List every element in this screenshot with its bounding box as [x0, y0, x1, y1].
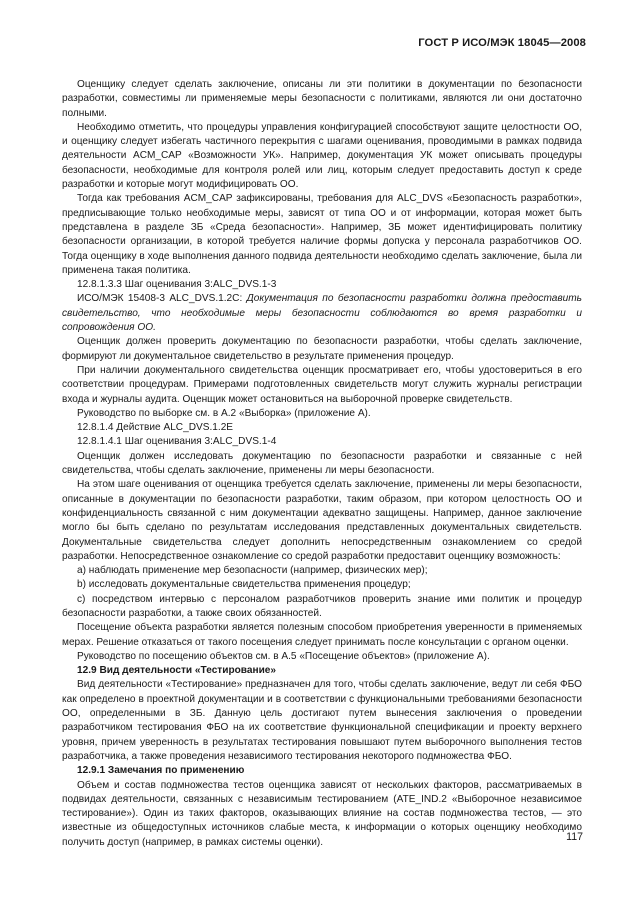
list-item: с) посредством интервью с персоналом разработчиков проверить знание ими политик и процедур безопасности разработки, а также своих обязанностей.	[62, 593, 582, 619]
paragraph: Объем и состав подмножества тестов оценщика зависят от нескольких факторов, рассматриваемых в подвидах деятельности, связанных с независимым тестированием (ATE_IND.2 «Выборочное независимое тестирование»). Один из таких факторов, оказывающих влияние на состав подмножества тестов, — это известные из общедоступных источников слабые места, к информации о которых оценщику необходимо получить доступ (например, в рамках системы оценки).	[62, 779, 582, 848]
subsection-heading: 12.8.1.4.1 Шаг оценивания 3:ALC_DVS.1-4	[77, 436, 277, 448]
page-number: 117	[566, 831, 583, 843]
requirement-text: Документация по безопасности разработки должна предоставить свидетельство, что необходимые меры безопасности соблюдаются во время разработки и сопровождения ОО.	[62, 293, 582, 334]
paragraph: Необходимо отметить, что процедуры управления конфигурацией способствуют защите целостности ОО, и оценщику следует избегать частичного перекрытия с шагами оценивания, проводимыми в рамках подвида деятельности ACM_CAP «Возможности УК». Например, документация УК может описывать процедуры безопасности, необходимые для контроля ролей или лиц, которым следует предоставить доступ к среде разработки и которые могут модифицировать ОО.	[62, 121, 582, 191]
section-heading: 12.9.1 Замечания по применению	[77, 765, 245, 777]
subsection-heading: 12.8.1.4 Действие ALC_DVS.1.2Е	[77, 422, 234, 434]
paragraph: Посещение объекта разработки является полезным способом приобретения уверенности в применяемых мерах. Решение отказаться от такого посещения следует принимать после консультации с органом оценки.	[62, 622, 582, 648]
section-heading: 12.9 Вид деятельности «Тестирование»	[77, 665, 277, 677]
paragraph: Оценщик должен исследовать документацию по безопасности разработки и связанные с ней свидетельства, чтобы сделать заключение, применены ли меры безопасности.	[62, 450, 582, 477]
body-text	[62, 78, 582, 850]
paragraph: Оценщик должен проверить документацию по безопасности разработки, чтобы сделать заключение, формируют ли документальное свидетельство в результате применения процедур.	[62, 336, 582, 362]
paragraph: Руководство по выборке см. в А.2 «Выборка» (приложение А).	[77, 407, 371, 419]
requirement-paragraph	[62, 292, 582, 335]
paragraph: Оценщику следует сделать заключение, описаны ли эти политики в документации по безопасности разработки, совместимы ли применяемые меры безопасности с политиками, являются ли они достаточно полными.	[62, 79, 582, 119]
paragraph: Вид деятельности «Тестирование» предназначен для того, чтобы сделать заключение, ведут ли себя ФБО как определено в проектной документации и в соответствии с функциональными требованиями безопасности ОО, определенными в ЗБ. Данную цель достигают путем вынесения заключения о проведении разработчиком тестирования ФБО на их соответствие функциональной спецификации и проекту верхнего уровня, причем уверенность в результатах тестирования повышают путем выборочного выполнения тестов разработчика, а также проведения независимого тестирования некоторого подмножества ФБО.	[62, 679, 582, 762]
list-item: b) исследовать документальные свидетельства применения процедур;	[77, 579, 411, 591]
paragraph: На этом шаге оценивания от оценщика требуется сделать заключение, применены ли меры безопасности, описанные в документации по безопасности разработки, таким образом, при котором целостность ОО и конфиденциальность связанной с ним документации адекватно защищены. Например, данное заключение могло бы быть сделано по результатам исследования представленных документальных свидетельств. Документальные свидетельства следует дополнить непосредственным ознакомлением со средой разработки. Непосредственное ознакомление со средой разработки предоставит оценщику возможность:	[62, 479, 582, 562]
standard-header: ГОСТ Р ИСО/МЭК 18045—2008	[418, 37, 586, 49]
paragraph: Руководство по посещению объектов см. в А.5 «Посещение объектов» (приложение А).	[77, 650, 490, 662]
subsection-heading: 12.8.1.3.3 Шаг оценивания 3:ALC_DVS.1-3	[77, 279, 277, 291]
requirement-ref: ИСО/МЭК 15408-3 ALC_DVS.1.2С:	[77, 293, 247, 305]
list-item: а) наблюдать применение мер безопасности (например, физических мер);	[77, 565, 428, 577]
paragraph: Тогда как требования ACM_CAP зафиксированы, требования для ALC_DVS «Безопасность разработки», предписывающие только необходимые меры, зависят от типа ОО и от информации, которая может быть представлена в разделе ЗБ «Среда безопасности». Например, ЗБ может идентифицировать политику безопасности организации, в которой требуется наличие формы допуска у персонала разработчиков ОО. Тогда оценщику в ходе выполнения данного подвида деятельности необходимо сделать заключение, была ли применена такая политика.	[62, 193, 582, 276]
paragraph: При наличии документального свидетельства оценщик просматривает его, чтобы удостовериться в его соответствии процедурам. Примерами подготовленных свидетельств могут служить журналы регистрации входа и журналы аудита. Оценщик может остановиться на выборочной проверке свидетельств.	[62, 364, 582, 405]
